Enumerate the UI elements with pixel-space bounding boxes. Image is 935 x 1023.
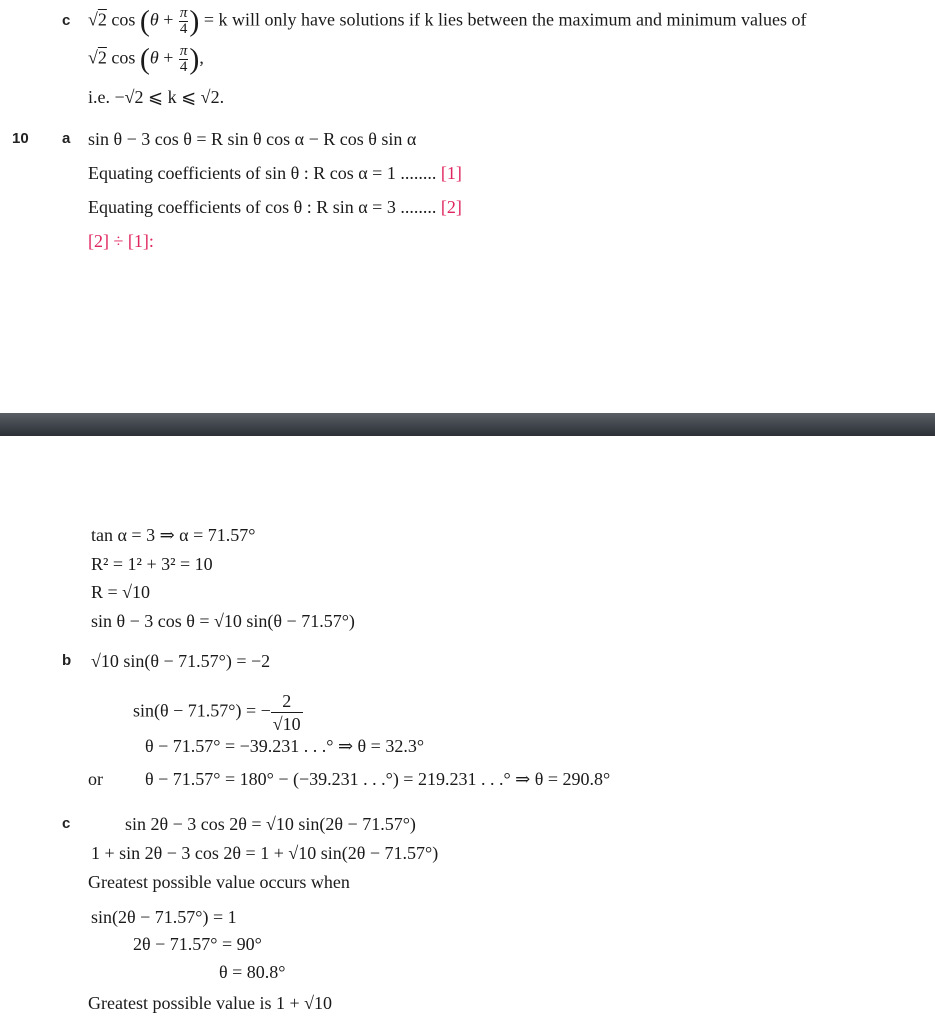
q10-b-line2 — [133, 690, 303, 735]
part-c-prev-line1: √2 cos (θ + $\frac{\pi}{4}$ ) = k will only have solutions if k lies between the maximum and minimum values of — [88, 4, 807, 38]
equating-cos-text: Equating coefficients of cos θ : R sin α = 3 ........ — [88, 197, 437, 217]
part-label-c-prev: c — [62, 12, 71, 29]
question-number: 10 — [12, 130, 29, 147]
q10-a-r: R = √10 — [91, 582, 151, 602]
reference-2: [2] — [440, 197, 462, 217]
q10-c-line5: 2θ − 71.57° = 90° — [133, 934, 262, 954]
page-divider — [0, 413, 935, 436]
q10-a-divide: [2] ÷ [1]: — [88, 231, 154, 251]
fraction-numerator: 2 — [271, 690, 303, 713]
q10-a-line2 — [88, 162, 462, 184]
expression-root2-cos: √2 cos — [88, 9, 136, 30]
fraction-2-over-root10 — [271, 690, 303, 735]
fraction-pi-over-4: $\frac{\pi}{4}$ — [179, 5, 188, 37]
q10-a-line3 — [88, 196, 462, 218]
part-c-prev-text: = k will only have solutions if k lies between the maximum and minimum values of — [203, 9, 807, 30]
q10-c-line7: Greatest possible value is 1 + √10 — [88, 993, 332, 1013]
q10-a-tan: tan α = 3 ⇒ α = 71.57° — [91, 525, 256, 545]
q10-c-line1: sin 2θ − 3 cos 2θ = √10 sin(2θ − 71.57°) — [125, 814, 416, 834]
part-label-c: c — [62, 815, 71, 832]
q10-b-or: or — [88, 769, 103, 789]
part-label-a: a — [62, 130, 71, 147]
reference-1: [1] — [440, 163, 462, 183]
b-line2-left: sin(θ − 71.57°) = − — [133, 700, 271, 721]
q10-b-line3: θ − 71.57° = −39.231 . . .° ⇒ θ = 32.3° — [145, 736, 425, 756]
fraction-denominator: √10 — [272, 714, 301, 734]
part-c-prev-line2: √2 cos (θ + $\frac{\pi}{4}$ ), — [88, 42, 204, 76]
q10-a-rsquared: R² = 1² + 3² = 10 — [91, 554, 213, 574]
q10-b-line1: √10 sin(θ − 71.57°) = −2 — [91, 651, 271, 671]
q10-c-line3: Greatest possible value occurs when — [88, 872, 350, 892]
q10-c-line6: θ = 80.8° — [219, 962, 286, 982]
equating-sin-text: Equating coefficients of sin θ : R cos α = 1 ........ — [88, 163, 437, 183]
q10-c-line4: sin(2θ − 71.57°) = 1 — [91, 907, 237, 927]
q10-b-line4: θ − 71.57° = 180° − (−39.231 . . .°) = 219.231 . . .° ⇒ θ = 290.8° — [145, 769, 611, 789]
part-label-b: b — [62, 652, 72, 669]
part-c-prev-ie: i.e. −√2 ⩽ k ⩽ √2. — [88, 87, 225, 107]
q10-a-result: sin θ − 3 cos θ = √10 sin(θ − 71.57°) — [91, 611, 355, 631]
q10-a-line1: sin θ − 3 cos θ = R sin θ cos α − R cos θ sin α — [88, 129, 417, 149]
q10-c-line2: 1 + sin 2θ − 3 cos 2θ = 1 + √10 sin(2θ − 71.57°) — [91, 843, 439, 863]
